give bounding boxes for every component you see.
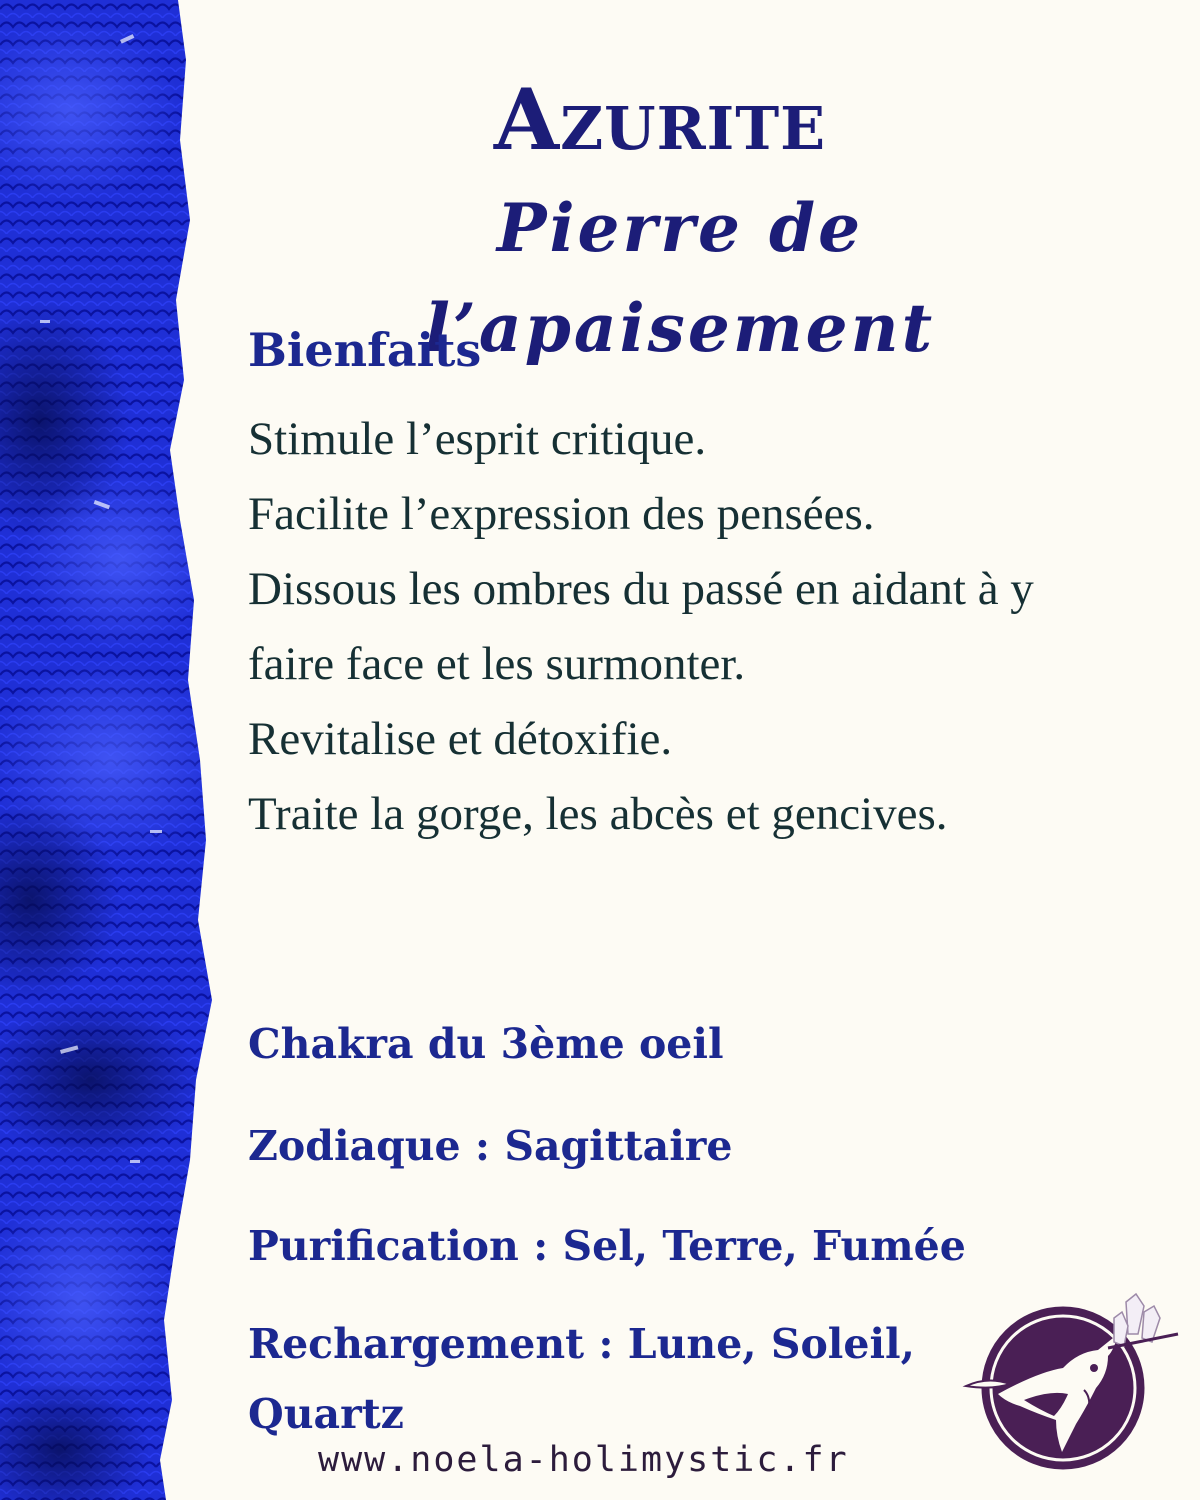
stone-title: Azurite xyxy=(493,70,827,169)
zodiac-label: Zodiaque : Sagittaire xyxy=(248,1122,733,1170)
benefit-line: faire face et les surmonter. xyxy=(248,638,746,690)
purification-label: Purification : Sel, Terre, Fumée xyxy=(248,1222,966,1270)
benefit-line: Stimule l’esprit critique. xyxy=(248,413,707,465)
chakra-label: Chakra du 3ème oeil xyxy=(248,1020,724,1068)
recharge-label: Rechargement : Lune, Soleil, xyxy=(248,1320,915,1368)
benefits-heading: Bienfaits xyxy=(248,323,482,377)
benefit-line: Dissous les ombres du passé en aidant à y xyxy=(248,563,1034,615)
recharge-label-continued: Quartz xyxy=(248,1390,404,1438)
hummingbird-crystal-logo-icon xyxy=(958,1290,1188,1470)
benefit-line: Facilite l’expression des pensées. xyxy=(248,488,875,540)
website-link[interactable]: www.noela-holimystic.fr xyxy=(318,1440,849,1480)
benefits-list xyxy=(248,402,1178,852)
benefit-line: Traite la gorge, les abcès et gencives. xyxy=(248,788,948,840)
stone-subtitle: Pierre de l’apaisement xyxy=(424,189,936,367)
benefit-line: Revitalise et détoxifie. xyxy=(248,713,673,765)
